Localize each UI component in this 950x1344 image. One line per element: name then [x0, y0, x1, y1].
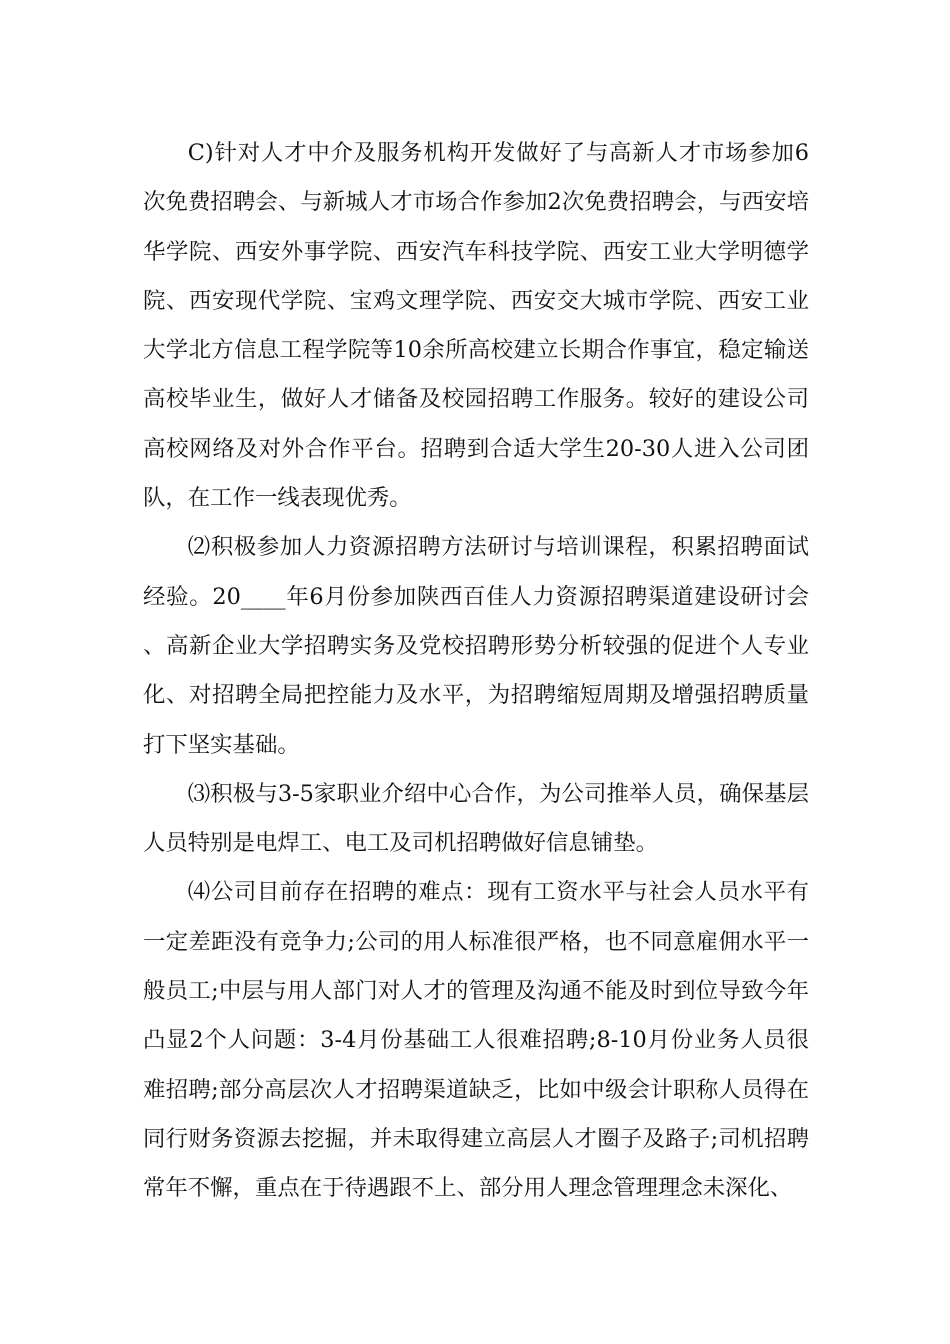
paragraph-recruitment-difficulties: ⑷公司目前存在招聘的难点：现有工资水平与社会人员水平有一定差距没有竞争力;公司的用人标准很严格，也不同意雇佣水平一般员工;中层与用人部门对人才的管理及沟通不能及时到位导致今年凸显2个人问题：3-4月份基础工人很难招聘;8-10月份业务人员很难招聘;部分高层次人才招聘渠道缺乏，比如中级会计职称人员得在同行财务资源去挖掘，并未取得建立高层人才圈子及路子;司机招聘常年不懈，重点在于待遇跟不上、部分用人理念管理理念未深化、: [143, 879, 809, 1202]
paragraph-job-centers: ⑶积极与3-5家职业介绍中心合作，为公司推举人员，确保基层人员特别是电焊工、电工及司机招聘做好信息铺垫。: [143, 780, 809, 857]
document-body: [143, 129, 809, 1214]
paragraph-training: ⑵积极参加人力资源招聘方法研讨与培训课程，积累招聘面试经验。20____年6月份参加陕西百佳人力资源招聘渠道建设研讨会、高新企业大学招聘实务及党校招聘形势分析较强的促进个人专业化、对招聘全局把控能力及水平，为招聘缩短周期及增强招聘质量打下坚实基础。: [143, 534, 809, 758]
paragraph-campus-recruitment: C)针对人才中介及服务机构开发做好了与高新人才市场参加6次免费招聘会、与新城人才市场合作参加2次免费招聘会，与西安培华学院、西安外事学院、西安汽车科技学院、西安工业大学明德学院、西安现代学院、宝鸡文理学院、西安交大城市学院、西安工业大学北方信息工程学院等10余所高校建立长期合作事宜，稳定输送高校毕业生，做好人才储备及校园招聘工作服务。较好的建设公司高校网络及对外合作平台。招聘到合适大学生20-30人进入公司团队，在工作一线表现优秀。: [143, 140, 809, 512]
